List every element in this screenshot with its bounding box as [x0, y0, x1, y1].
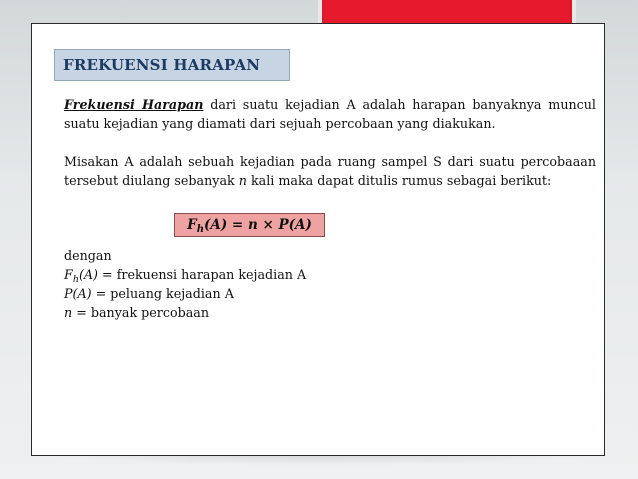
- def-fh-sub: h: [72, 274, 79, 285]
- def-n-desc: = banyak percobaan: [72, 305, 210, 320]
- paragraph2-before: Misakan A adalah sebuah kejadian pada ruang sampel S dari suatu percobaaan tersebut diulang sebanyak: [64, 154, 596, 188]
- def-fh-letter: F: [64, 267, 73, 282]
- formula-rest: (A) = n × P(A): [203, 217, 312, 233]
- formula-box: [174, 213, 325, 237]
- def-fh-arg: (A): [78, 267, 98, 282]
- formula-f: F: [187, 217, 197, 233]
- definition-item-p: [64, 284, 234, 303]
- intro-paragraph: [64, 95, 596, 133]
- formula-sub: h: [196, 224, 204, 235]
- definitions-lead: dengan: [64, 248, 112, 263]
- def-n-symbol: n: [64, 305, 73, 320]
- paragraph2-n: n: [238, 173, 247, 188]
- def-p-desc: = peluang kejadian A: [91, 286, 234, 301]
- definition-item-n: [64, 303, 209, 322]
- def-p-arg: (A): [72, 286, 92, 301]
- def-fh-symbol: [64, 267, 98, 285]
- intro-term: Frekuensi Harapan: [64, 97, 204, 112]
- slide-title: FREKUENSI HARAPAN: [54, 49, 290, 81]
- def-fh-desc: = frekuensi harapan kejadian A: [98, 267, 307, 282]
- slide-card: [31, 23, 605, 456]
- def-p-symbol: [64, 286, 92, 301]
- intro-text: dari suatu kejadian A adalah harapan banyaknya muncul suatu kejadian yang diamati dari sejuah percobaan yang diakukan.: [64, 97, 596, 131]
- definition-paragraph: [64, 152, 596, 190]
- paragraph2-after: kali maka dapat ditulis rumus sebagai berikut:: [246, 173, 552, 188]
- def-p-letter: P: [64, 286, 73, 301]
